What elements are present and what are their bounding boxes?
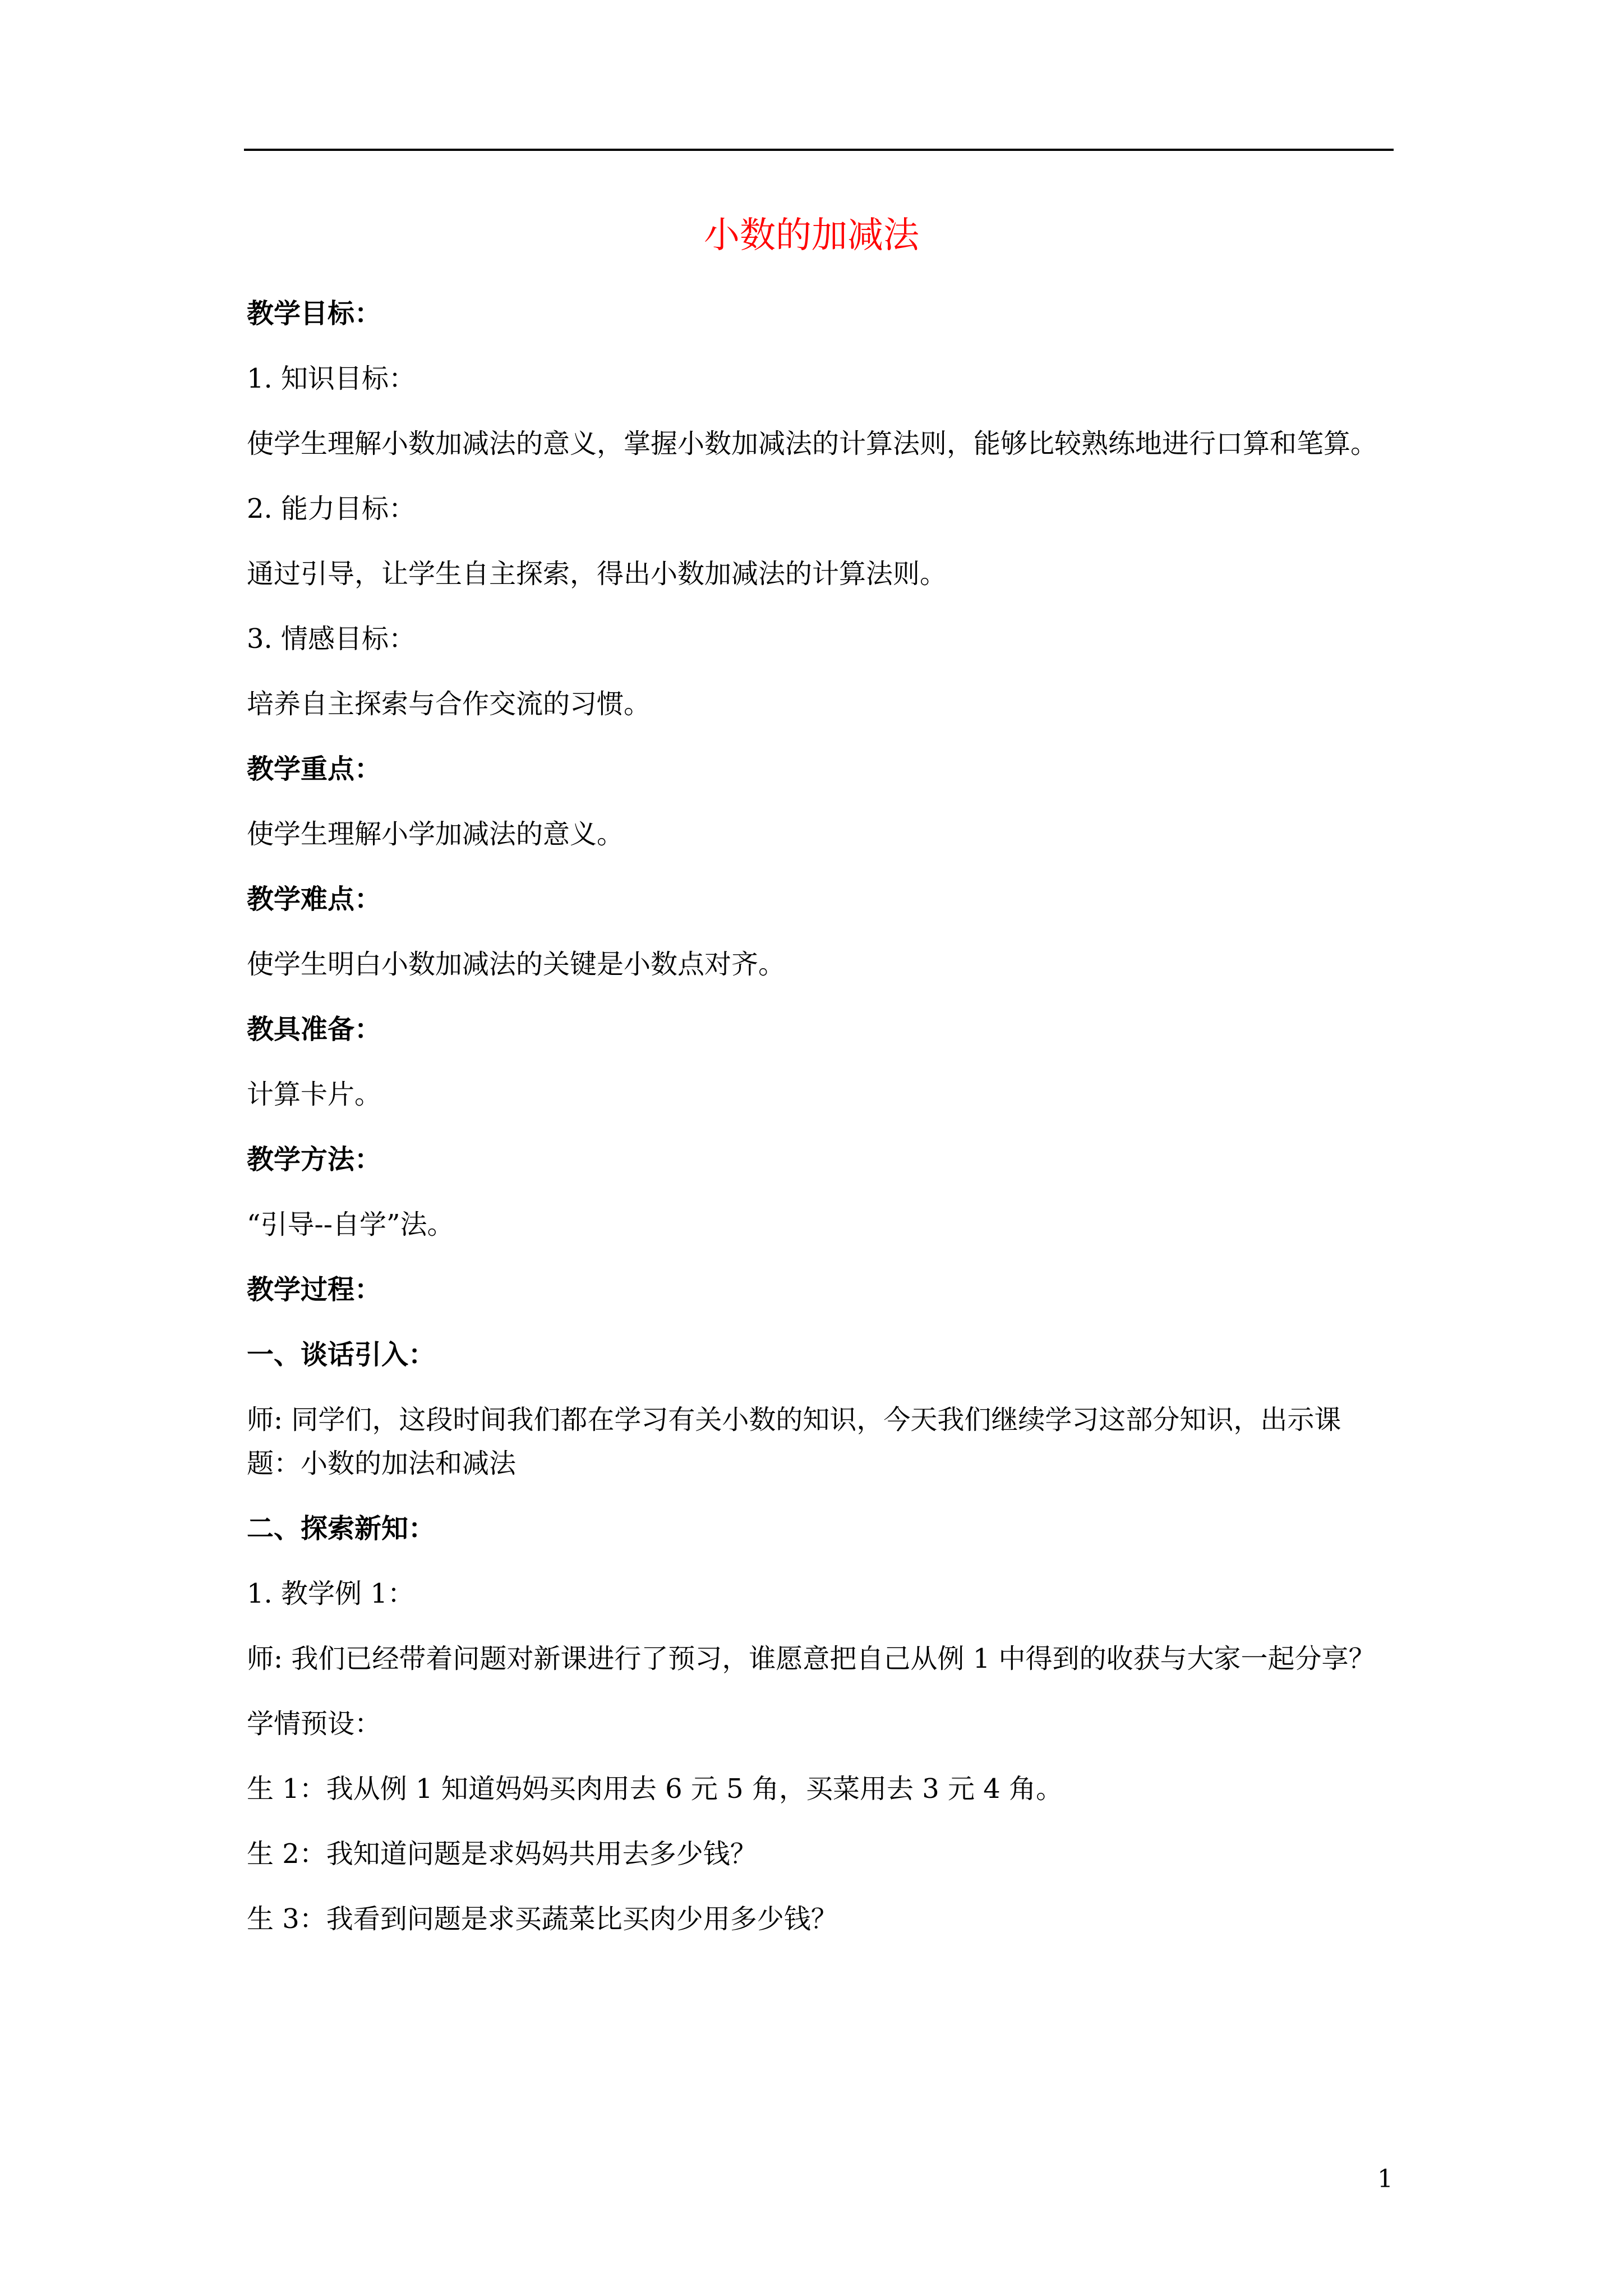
paragraph: 学情预设： bbox=[247, 1708, 382, 1740]
heading-teaching-goals: 教学目标： bbox=[247, 298, 382, 329]
paragraph: 培养自主探索与合作交流的习惯。 bbox=[247, 688, 651, 720]
paragraph: 1. 知识目标： bbox=[247, 363, 416, 394]
document-title: 小数的加减法 bbox=[704, 215, 919, 256]
paragraph: 2. 能力目标： bbox=[247, 493, 416, 524]
paragraph: 计算卡片。 bbox=[247, 1079, 382, 1110]
paragraph: 使学生明白小数加减法的关键是小数点对齐。 bbox=[247, 949, 786, 980]
heading-difficulty: 教学难点： bbox=[247, 884, 382, 915]
paragraph: 生 1：我从例 1 知道妈妈买肉用去 6 元 5 角，买菜用去 3 元 4 角。 bbox=[247, 1773, 1063, 1805]
header-rule bbox=[244, 149, 1394, 151]
paragraph: 使学生理解小学加减法的意义。 bbox=[247, 818, 624, 850]
paragraph: 通过引导，让学生自主探索，得出小数加减法的计算法则。 bbox=[247, 558, 947, 590]
heading-process: 教学过程： bbox=[247, 1274, 382, 1305]
heading-materials: 教具准备： bbox=[247, 1014, 382, 1045]
paragraph: 使学生理解小数加减法的意义，掌握小数加减法的计算法则，能够比较熟练地进行口算和笔算。 bbox=[247, 428, 1378, 459]
heading-introduction: 一、谈话引入： bbox=[247, 1339, 436, 1370]
paragraph: “引导--自学”法。 bbox=[247, 1209, 454, 1240]
heading-key-point: 教学重点： bbox=[247, 753, 382, 785]
page-number: 1 bbox=[1377, 2165, 1393, 2193]
paragraph: 1. 教学例 1： bbox=[247, 1578, 414, 1609]
heading-method: 教学方法： bbox=[247, 1144, 382, 1175]
paragraph: 师: 同学们，这段时间我们都在学习有关小数的知识，今天我们继续学习这部分知识，出示课题：小数的加法和减法 bbox=[247, 1404, 1341, 1479]
paragraph: 生 2：我知道问题是求妈妈共用去多少钱？ bbox=[247, 1838, 757, 1870]
paragraph: 生 3：我看到问题是求买蔬菜比买肉少用多少钱？ bbox=[247, 1903, 838, 1935]
paragraph: 3. 情感目标： bbox=[247, 623, 416, 655]
paragraph: 师: 我们已经带着问题对新课进行了预习，谁愿意把自己从例 1 中得到的收获与大家一起分享？ bbox=[247, 1643, 1376, 1674]
document-body bbox=[247, 292, 1391, 1962]
heading-explore: 二、探索新知： bbox=[247, 1513, 436, 1544]
